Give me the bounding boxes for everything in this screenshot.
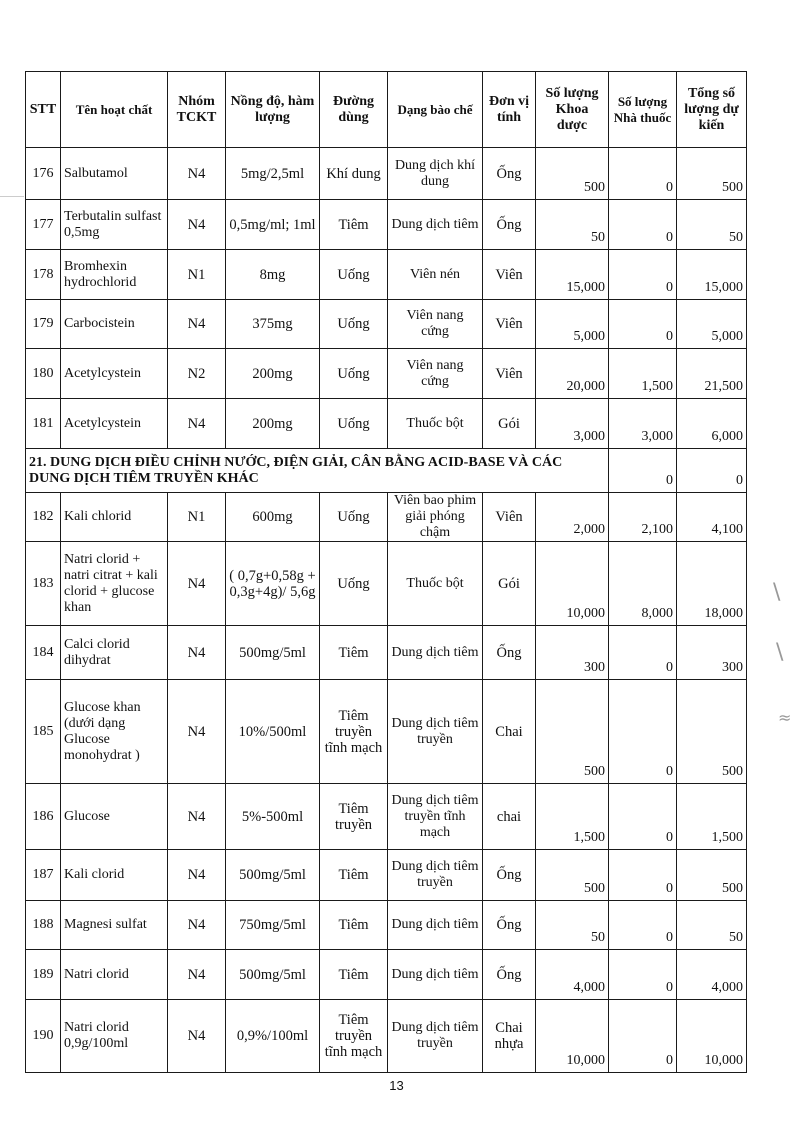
table-header-row bbox=[26, 72, 747, 148]
cell-form: Dung dịch tiêm truyền tĩnh mạch bbox=[388, 784, 483, 850]
header-strength: Nồng độ, hàm lượng bbox=[226, 72, 320, 148]
cell-group: N4 bbox=[168, 542, 226, 626]
cell-route: Tiêm bbox=[320, 950, 388, 1000]
cell-form: Dung dịch tiêm bbox=[388, 626, 483, 680]
cell-unit: Viên bbox=[483, 493, 536, 542]
cell-unit: Gói bbox=[483, 542, 536, 626]
cell-qty-dept: 50 bbox=[536, 901, 609, 950]
cell-qty-dept: 300 bbox=[536, 626, 609, 680]
page-number: 13 bbox=[389, 1078, 404, 1093]
cell-form: Dung dịch tiêm truyền bbox=[388, 680, 483, 784]
cell-stt: 189 bbox=[26, 950, 61, 1000]
cell-unit: Chai nhựa bbox=[483, 1000, 536, 1073]
cell-form: Dung dịch tiêm bbox=[388, 200, 483, 250]
section-row bbox=[26, 449, 747, 493]
cell-unit: Ống bbox=[483, 626, 536, 680]
cell-name: Calci clorid dihydrat bbox=[61, 626, 168, 680]
cell-unit: Chai bbox=[483, 680, 536, 784]
cell-strength: 5mg/2,5ml bbox=[226, 148, 320, 200]
cell-form: Dung dịch tiêm bbox=[388, 901, 483, 950]
cell-qty-dept: 10,000 bbox=[536, 1000, 609, 1073]
margin-mark: ≈ bbox=[778, 708, 792, 727]
cell-qty-pharmacy: 0 bbox=[609, 300, 677, 349]
cell-form: Dung dịch tiêm bbox=[388, 950, 483, 1000]
cell-stt: 181 bbox=[26, 399, 61, 449]
cell-name: Natri clorid + natri citrat + kali clorid + glucose khan bbox=[61, 542, 168, 626]
cell-qty-dept: 20,000 bbox=[536, 349, 609, 399]
cell-name: Salbutamol bbox=[61, 148, 168, 200]
header-name: Tên hoạt chất bbox=[61, 72, 168, 148]
cell-route: Uống bbox=[320, 542, 388, 626]
cell-qty-pharmacy: 0 bbox=[609, 148, 677, 200]
cell-name: Magnesi sulfat bbox=[61, 901, 168, 950]
cell-total: 50 bbox=[677, 200, 747, 250]
table-row bbox=[26, 950, 747, 1000]
cell-route: Tiêm truyền tĩnh mạch bbox=[320, 1000, 388, 1073]
table-row bbox=[26, 1000, 747, 1073]
cell-qty-dept: 1,500 bbox=[536, 784, 609, 850]
cell-unit: Ống bbox=[483, 148, 536, 200]
cell-strength: 750mg/5ml bbox=[226, 901, 320, 950]
cell-stt: 179 bbox=[26, 300, 61, 349]
cell-strength: 200mg bbox=[226, 349, 320, 399]
header-form: Dạng bào chế bbox=[388, 72, 483, 148]
cell-group: N1 bbox=[168, 493, 226, 542]
cell-group: N1 bbox=[168, 250, 226, 300]
cell-strength: 8mg bbox=[226, 250, 320, 300]
cell-name: Acetylcystein bbox=[61, 349, 168, 399]
cell-strength: 500mg/5ml bbox=[226, 950, 320, 1000]
cell-qty-dept: 5,000 bbox=[536, 300, 609, 349]
cell-stt: 185 bbox=[26, 680, 61, 784]
cell-qty-dept: 10,000 bbox=[536, 542, 609, 626]
cell-strength: 200mg bbox=[226, 399, 320, 449]
cell-qty-dept: 15,000 bbox=[536, 250, 609, 300]
cell-form: Thuốc bột bbox=[388, 542, 483, 626]
cell-total: 500 bbox=[677, 680, 747, 784]
cell-stt: 176 bbox=[26, 148, 61, 200]
cell-name: Bromhexin hydrochlorid bbox=[61, 250, 168, 300]
cell-form: Viên nén bbox=[388, 250, 483, 300]
cell-route: Uống bbox=[320, 250, 388, 300]
cell-unit: Viên bbox=[483, 300, 536, 349]
cell-strength: 5%-500ml bbox=[226, 784, 320, 850]
cell-group: N4 bbox=[168, 200, 226, 250]
section-qty-pharmacy: 0 bbox=[609, 449, 677, 493]
cell-qty-dept: 50 bbox=[536, 200, 609, 250]
cell-group: N4 bbox=[168, 1000, 226, 1073]
cell-qty-pharmacy: 0 bbox=[609, 250, 677, 300]
cell-group: N4 bbox=[168, 148, 226, 200]
cell-total: 50 bbox=[677, 901, 747, 950]
cell-strength: 0,9%/100ml bbox=[226, 1000, 320, 1073]
cell-qty-pharmacy: 0 bbox=[609, 950, 677, 1000]
cell-name: Glucose khan (dưới dạng Glucose monohydrat ) bbox=[61, 680, 168, 784]
cell-unit: chai bbox=[483, 784, 536, 850]
cell-route: Tiêm truyền bbox=[320, 784, 388, 850]
table-row bbox=[26, 901, 747, 950]
header-stt: STT bbox=[26, 72, 61, 148]
cell-strength: 500mg/5ml bbox=[226, 626, 320, 680]
cell-name: Kali chlorid bbox=[61, 493, 168, 542]
table-row bbox=[26, 784, 747, 850]
cell-total: 4,000 bbox=[677, 950, 747, 1000]
cell-group: N4 bbox=[168, 626, 226, 680]
cell-name: Glucose bbox=[61, 784, 168, 850]
cell-qty-pharmacy: 0 bbox=[609, 626, 677, 680]
cell-qty-pharmacy: 8,000 bbox=[609, 542, 677, 626]
cell-name: Terbutalin sulfast 0,5mg bbox=[61, 200, 168, 250]
cell-form: Viên nang cứng bbox=[388, 349, 483, 399]
cell-qty-pharmacy: 0 bbox=[609, 1000, 677, 1073]
cell-group: N4 bbox=[168, 901, 226, 950]
cell-strength: 10%/500ml bbox=[226, 680, 320, 784]
header-route: Đường dùng bbox=[320, 72, 388, 148]
table-row bbox=[26, 200, 747, 250]
cell-form: Dung dịch tiêm truyền bbox=[388, 850, 483, 901]
cell-total: 4,100 bbox=[677, 493, 747, 542]
cell-total: 5,000 bbox=[677, 300, 747, 349]
cell-unit: Ống bbox=[483, 200, 536, 250]
cell-name: Kali clorid bbox=[61, 850, 168, 901]
header-qty-pharmacy: Số lượng Nhà thuốc bbox=[609, 72, 677, 148]
table-row bbox=[26, 850, 747, 901]
cell-unit: Viên bbox=[483, 250, 536, 300]
cell-group: N4 bbox=[168, 784, 226, 850]
cell-form: Viên bao phim giải phóng chậm bbox=[388, 493, 483, 542]
cell-name: Natri clorid 0,9g/100ml bbox=[61, 1000, 168, 1073]
cell-group: N4 bbox=[168, 399, 226, 449]
section-total: 0 bbox=[677, 449, 747, 493]
cell-qty-pharmacy: 0 bbox=[609, 680, 677, 784]
cell-qty-pharmacy: 2,100 bbox=[609, 493, 677, 542]
cell-form: Dung dịch tiêm truyền bbox=[388, 1000, 483, 1073]
cell-total: 1,500 bbox=[677, 784, 747, 850]
cell-group: N4 bbox=[168, 300, 226, 349]
cell-total: 6,000 bbox=[677, 399, 747, 449]
cell-route: Tiêm bbox=[320, 200, 388, 250]
cell-qty-pharmacy: 0 bbox=[609, 850, 677, 901]
cell-qty-pharmacy: 0 bbox=[609, 901, 677, 950]
cell-strength: 600mg bbox=[226, 493, 320, 542]
table-row bbox=[26, 542, 747, 626]
cell-name: Carbocistein bbox=[61, 300, 168, 349]
margin-mark: \ bbox=[773, 580, 781, 605]
cell-qty-dept: 500 bbox=[536, 850, 609, 901]
cell-qty-dept: 4,000 bbox=[536, 950, 609, 1000]
cell-stt: 186 bbox=[26, 784, 61, 850]
table-row bbox=[26, 349, 747, 399]
header-unit: Đơn vị tính bbox=[483, 72, 536, 148]
cell-route: Uống bbox=[320, 349, 388, 399]
cell-route: Uống bbox=[320, 493, 388, 542]
cell-qty-dept: 2,000 bbox=[536, 493, 609, 542]
table-row bbox=[26, 148, 747, 200]
cell-total: 15,000 bbox=[677, 250, 747, 300]
cell-stt: 187 bbox=[26, 850, 61, 901]
cell-route: Tiêm bbox=[320, 850, 388, 901]
cell-route: Tiêm truyền tĩnh mạch bbox=[320, 680, 388, 784]
cell-route: Uống bbox=[320, 300, 388, 349]
cell-strength: 375mg bbox=[226, 300, 320, 349]
cell-group: N4 bbox=[168, 950, 226, 1000]
margin-mark: \ bbox=[776, 640, 784, 665]
cell-route: Uống bbox=[320, 399, 388, 449]
cell-total: 500 bbox=[677, 850, 747, 901]
drug-table bbox=[25, 71, 747, 1073]
cell-unit: Gói bbox=[483, 399, 536, 449]
cell-stt: 180 bbox=[26, 349, 61, 399]
cell-stt: 182 bbox=[26, 493, 61, 542]
cell-form: Viên nang cứng bbox=[388, 300, 483, 349]
cell-total: 21,500 bbox=[677, 349, 747, 399]
cell-qty-pharmacy: 0 bbox=[609, 200, 677, 250]
cell-stt: 178 bbox=[26, 250, 61, 300]
cell-route: Khí dung bbox=[320, 148, 388, 200]
table-row bbox=[26, 399, 747, 449]
cell-qty-pharmacy: 3,000 bbox=[609, 399, 677, 449]
cell-total: 300 bbox=[677, 626, 747, 680]
cell-strength: 500mg/5ml bbox=[226, 850, 320, 901]
cell-strength: ( 0,7g+0,58g + 0,3g+4g)/ 5,6g bbox=[226, 542, 320, 626]
cell-stt: 177 bbox=[26, 200, 61, 250]
cell-qty-pharmacy: 0 bbox=[609, 784, 677, 850]
header-group: Nhóm TCKT bbox=[168, 72, 226, 148]
table-row bbox=[26, 250, 747, 300]
cell-group: N2 bbox=[168, 349, 226, 399]
table-row bbox=[26, 680, 747, 784]
table-row bbox=[26, 300, 747, 349]
cell-unit: Viên bbox=[483, 349, 536, 399]
cell-unit: Ống bbox=[483, 850, 536, 901]
cell-form: Dung dịch khí dung bbox=[388, 148, 483, 200]
cell-stt: 183 bbox=[26, 542, 61, 626]
header-qty-dept: Số lượng Khoa dược bbox=[536, 72, 609, 148]
table-row bbox=[26, 626, 747, 680]
cell-form: Thuốc bột bbox=[388, 399, 483, 449]
table-row bbox=[26, 493, 747, 542]
cell-total: 500 bbox=[677, 148, 747, 200]
cell-strength: 0,5mg/ml; 1ml bbox=[226, 200, 320, 250]
cell-unit: Ống bbox=[483, 950, 536, 1000]
cell-total: 18,000 bbox=[677, 542, 747, 626]
cell-qty-dept: 500 bbox=[536, 148, 609, 200]
cell-total: 10,000 bbox=[677, 1000, 747, 1073]
cell-stt: 184 bbox=[26, 626, 61, 680]
cell-stt: 188 bbox=[26, 901, 61, 950]
section-title: 21. DUNG DỊCH ĐIỀU CHỈNH NƯỚC, ĐIỆN GIẢI, CÂN BẰNG ACID-BASE VÀ CÁC DUNG DỊCH TIÊM TRUYỀN KHÁC bbox=[26, 449, 609, 493]
cell-qty-dept: 500 bbox=[536, 680, 609, 784]
cell-name: Natri clorid bbox=[61, 950, 168, 1000]
cell-unit: Ống bbox=[483, 901, 536, 950]
cell-group: N4 bbox=[168, 680, 226, 784]
cell-route: Tiêm bbox=[320, 901, 388, 950]
cell-name: Acetylcystein bbox=[61, 399, 168, 449]
scan-artifact-line bbox=[0, 196, 24, 197]
cell-qty-dept: 3,000 bbox=[536, 399, 609, 449]
header-total: Tổng số lượng dự kiến bbox=[677, 72, 747, 148]
cell-group: N4 bbox=[168, 850, 226, 901]
cell-stt: 190 bbox=[26, 1000, 61, 1073]
cell-route: Tiêm bbox=[320, 626, 388, 680]
cell-qty-pharmacy: 1,500 bbox=[609, 349, 677, 399]
